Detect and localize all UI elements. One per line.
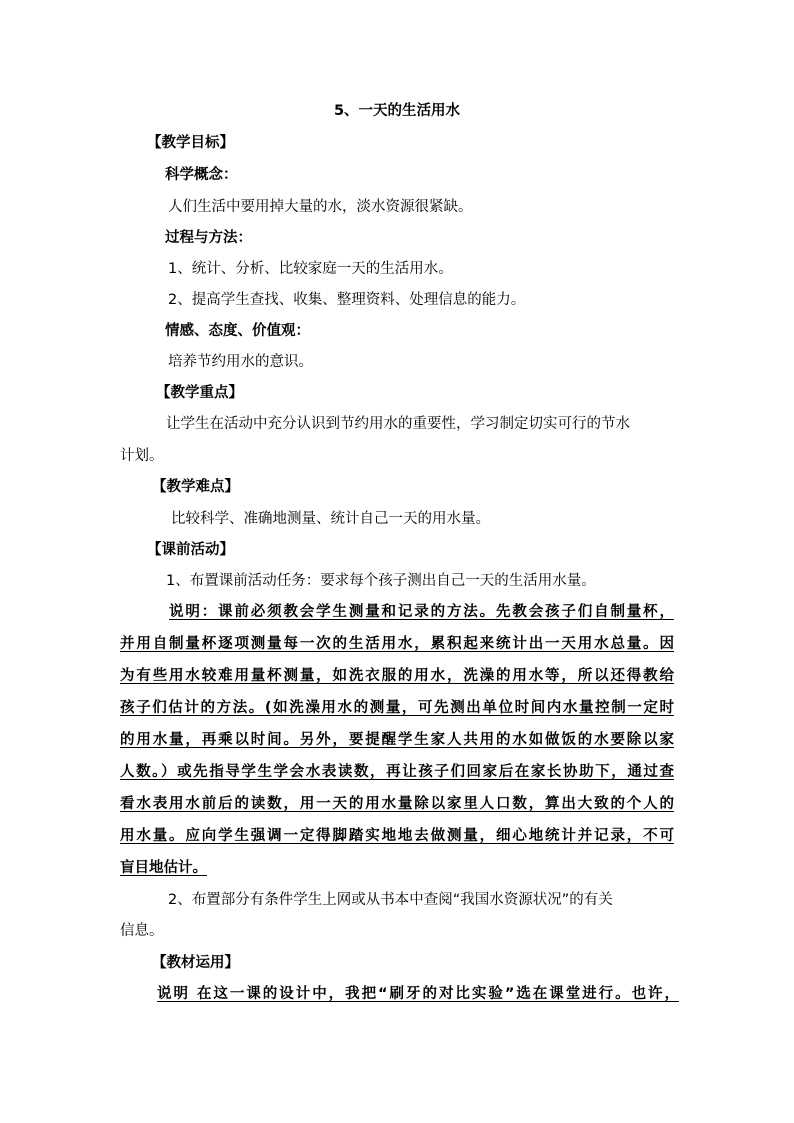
- pre-class-note-line-9: 盲目地估计。: [120, 860, 207, 876]
- key-points-heading: 【教学重点】: [156, 385, 243, 401]
- process-item-2: 2、提高学生查找、收集、整理资料、处理信息的能力。: [168, 292, 526, 308]
- attitude-label: 情感、态度、价值观：: [165, 323, 310, 339]
- process-label: 过程与方法：: [165, 230, 252, 246]
- attitude-text: 培养节约用水的意识。: [168, 354, 313, 370]
- pre-class-task-2-line-2: 信息。: [120, 923, 164, 939]
- pre-class-note-line-7: 看水表用水前后的读数，用一天的用水量除以家里人口数，算出大致的个人的: [120, 796, 674, 812]
- difficulties-heading: 【教学难点】: [152, 479, 239, 495]
- pre-class-note-line-6: 人数。）或先指导学生学会水表读数，再让孩子们回家后在家长协助下，通过查: [120, 764, 674, 780]
- pre-class-task-1: 1、布置课前活动任务：要求每个孩子测出自己一天的生活用水量。: [166, 573, 596, 589]
- materials-heading: 【教材运用】: [152, 955, 239, 971]
- pre-class-note-line-1: 说明：课前必须教会学生测量和记录的方法。先教会孩子们自制量杯，: [169, 604, 674, 620]
- pre-class-note-line-2: 并用自制量杯逐项测量每一次的生活用水，累积起来统计出一天用水总量。因: [120, 636, 674, 652]
- key-points-line-2: 计划。: [120, 448, 164, 464]
- pre-class-task-2-line-1: 2、布置部分有条件学生上网或从书本中查阅“我国水资源状况”的有关: [168, 892, 613, 908]
- process-item-1: 1、统计、分析、比较家庭一天的生活用水。: [168, 261, 453, 277]
- pre-class-note-line-4: 孩子们估计的方法。(如洗澡用水的测量，可先测出单位时间内水量控制一定时: [120, 700, 674, 716]
- pre-class-note-line-5: 的用水量，再乘以时间。另外，要提醒学生家人共用的水如做饭的水要除以家: [120, 732, 674, 748]
- pre-class-note-line-3: 为有些用水较难用量杯测量，如洗衣服的用水，洗澡的用水等，所以还得教给: [120, 668, 674, 684]
- pre-class-heading: 【课前活动】: [147, 542, 234, 558]
- concept-label: 科学概念：: [165, 167, 238, 183]
- pre-class-note-line-8: 用水量。应向学生强调一定得脚踏实地地去做测量，细心地统计并记录，不可: [120, 828, 674, 844]
- materials-note-line-1: 说明 在这一课的设计中，我把“刷牙的对比实验”选在课堂进行。也许，: [157, 986, 679, 1002]
- key-points-line-1: 让学生在活动中充分认识到节约用水的重要性，学习制定切实可行的节水: [166, 416, 630, 432]
- difficulties-text: 比较科学、准确地测量、统计自己一天的用水量。: [171, 511, 490, 527]
- document-title: 5、一天的生活用水: [333, 103, 461, 119]
- concept-text: 人们生活中要用掉大量的水，淡水资源很紧缺。: [168, 199, 473, 215]
- objectives-heading: 【教学目标】: [147, 135, 234, 151]
